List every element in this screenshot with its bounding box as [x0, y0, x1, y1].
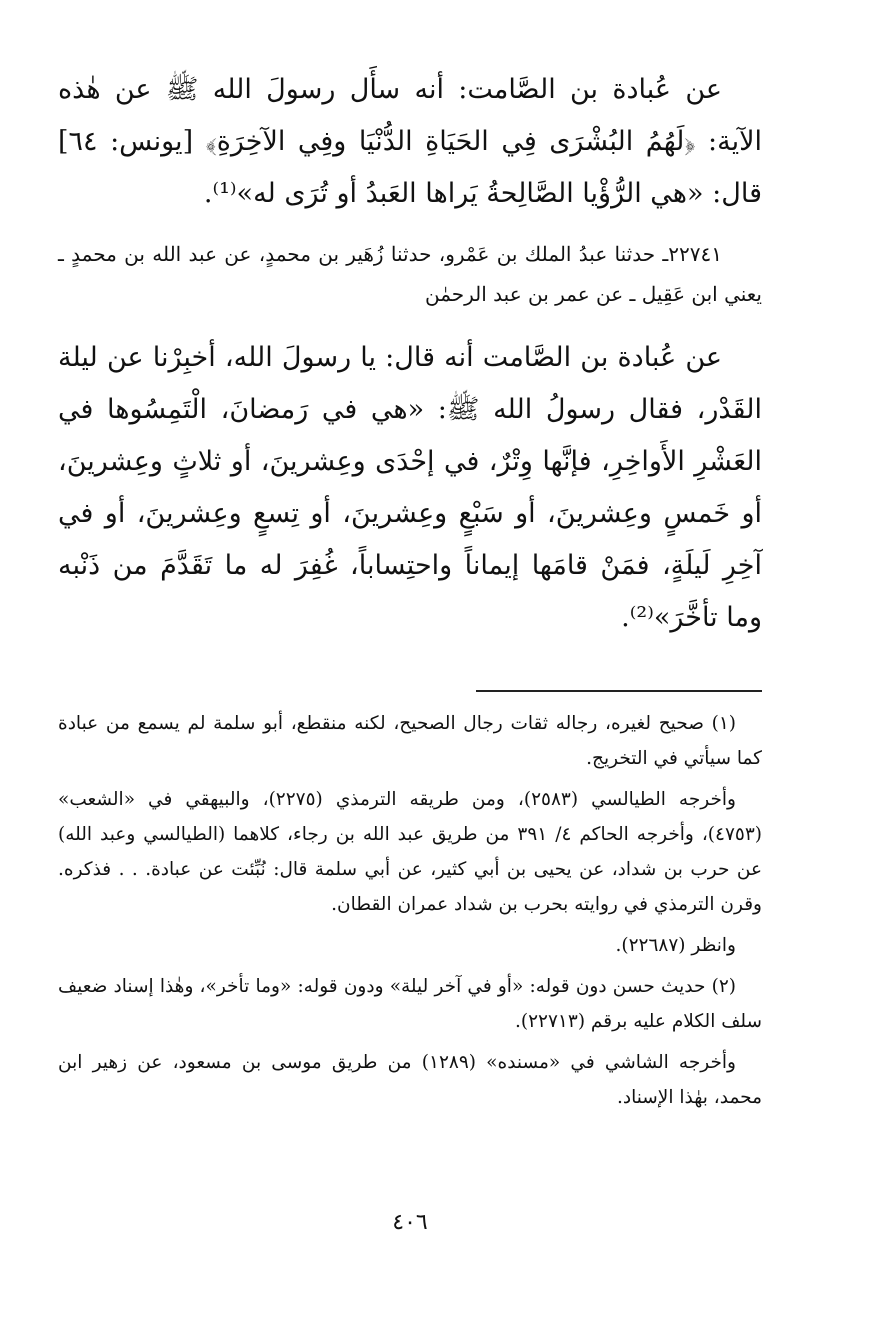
hadith-text-2: عن عُبادة بن الصَّامت أنه قال: يا رسولَ الله، أخبِرْنا عن ليلة القَدْر، فقال رسولُ الله ﷺ: «هي في رَمضانَ، الْتَمِسُوها في العَشْرِ الأَواخِرِ، فإنَّها وِتْرٌ، في إحْدَى وعِشرينَ، أو ثلاثٍ وعِشرينَ، أو خَمسٍ وعِشرينَ، أو سَبْعٍ وعِشرينَ، أو تِسعٍ وعِشرينَ، أو في آخِرِ لَيلَةٍ، فمَنْ قامَها إيماناً واحتِساباً، غُفِرَ له ما تَقَدَّمَ من ذَنْبه وما تأخَّرَ»⁽²⁾. — [58, 342, 762, 633]
footnote-1-see-also: وانظر (٢٢٦٨٧). — [615, 935, 736, 956]
footnote-divider — [476, 690, 762, 692]
footnote-2-sources: وأخرجه الشاشي في «مسنده» (١٢٨٩) من طريق موسى بن مسعود، عن زهير ابن محمد، بهٰذا الإسناد. — [58, 1052, 762, 1108]
hadith-isnad: ٢٢٧٤١ـ حدثنا عبدُ الملك بن عَمْرو، حدثنا زُهَير بن محمدٍ، عن عبد الله بن محمدٍ ـ يعني ابن عَقِيل ـ عن عمر بن عبد الرحمٰن — [58, 242, 762, 306]
footnote-1-sources: وأخرجه الطيالسي (٢٥٨٣)، ومن طريقه الترمذي (٢٢٧٥)، والبيهقي في «الشعب» (٤٧٥٣)، وأخرجه الحاكم ٤/ ٣٩١ من طريق عبد الله بن رجاء، كلاهما (الطيالسي وعبد الله) عن حرب بن شداد، عن يحيى بن أبي كثير، عن أبي سلمة قال: نُبِّئت عن عبادة. . . فذكره. وقرن الترمذي في روايته بحرب بن شداد عمران القطان. — [58, 789, 762, 915]
footnotes — [58, 706, 762, 1121]
footnote-1: (١) صحيح لغيره، رجاله ثقات رجال الصحيح، لكنه منقطع، أبو سلمة لم يسمع من عبادة كما سيأتي في التخريج. — [58, 713, 762, 769]
footnote-2: (٢) حديث حسن دون قوله: «أو في آخر ليلة» ودون قوله: «وما تأخر»، وهٰذا إسناد ضعيف سلف الكلام عليه برقم (٢٢٧١٣). — [58, 976, 762, 1032]
document-page — [58, 64, 762, 1304]
page-number: ٤٠٦ — [392, 1210, 428, 1235]
hadith-text-1: عن عُبادة بن الصَّامت: أنه سأَل رسولَ الله ﷺ عن هٰذه الآية: ﴿لَهُمُ البُشْرَى فِي الحَيَاةِ الدُّنْيَا وفِي الآخِرَةِ﴾ [يونس: ٦٤] قال: «هي الرُّؤْيا الصَّالِحةُ يَراها العَبدُ أو تُرَى له»⁽¹⁾. — [58, 74, 762, 209]
